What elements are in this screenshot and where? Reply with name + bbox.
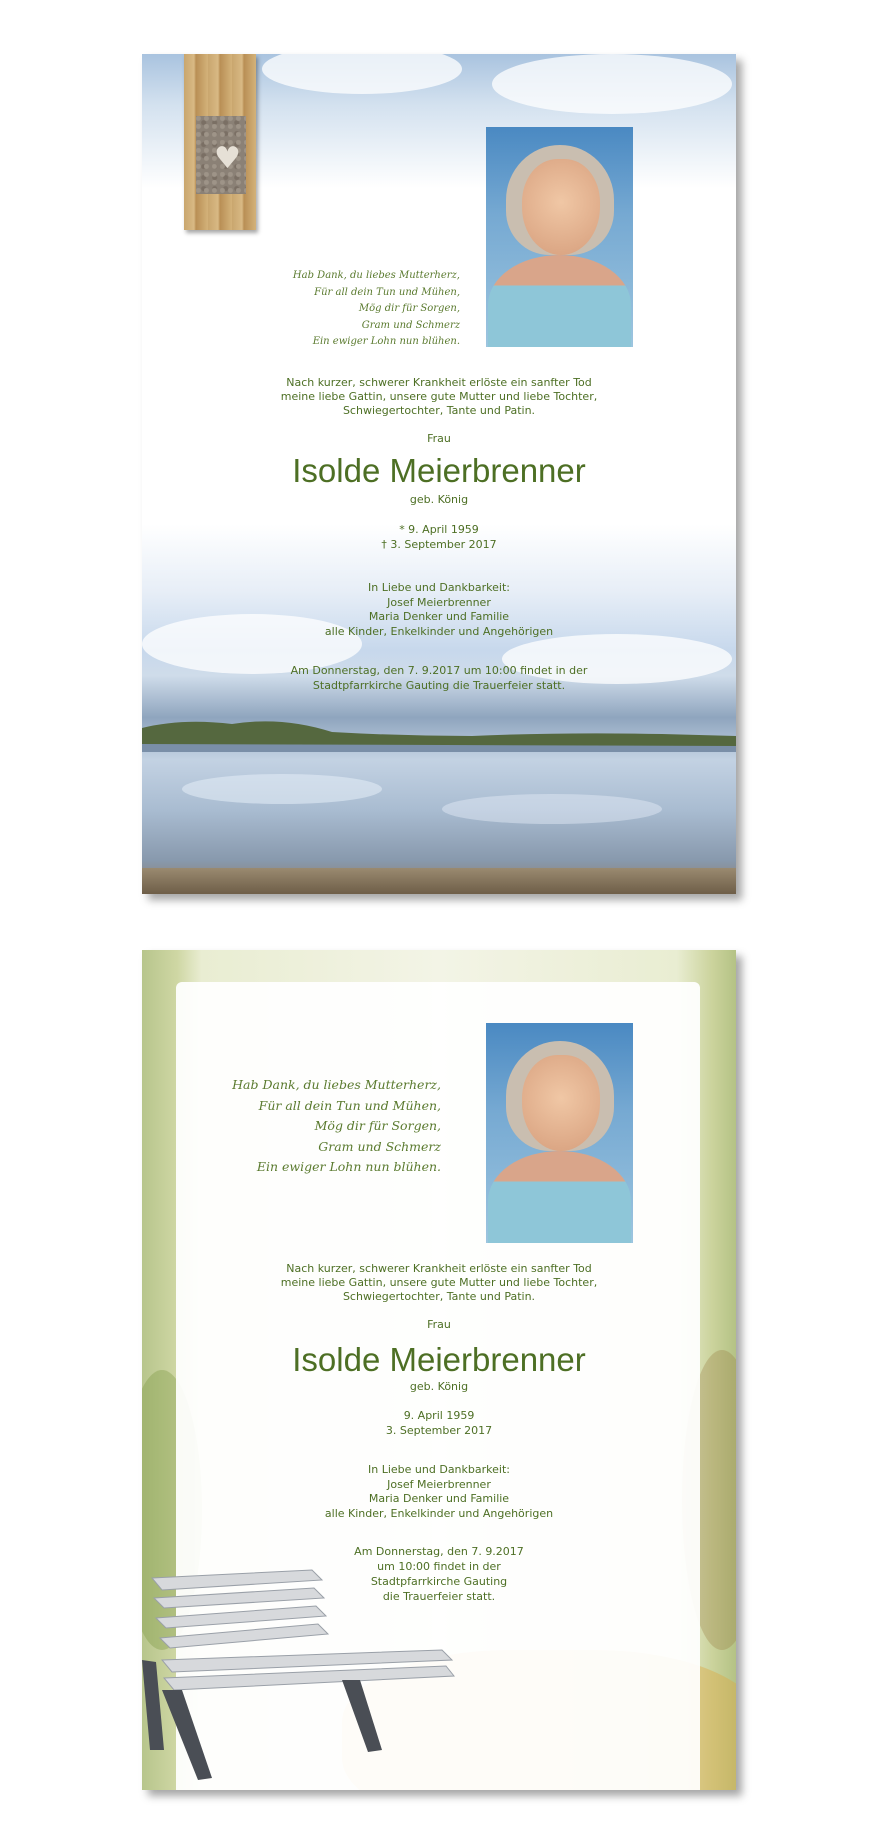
intro-line: Schwiegertochter, Tante und Patin. xyxy=(342,1290,536,1303)
birth-date: * 9. April 1959 xyxy=(399,523,479,536)
death-date: † 3. September 2017 xyxy=(381,538,497,551)
intro-line: meine liebe Gattin, unsere gute Mutter und liebe Tochter, xyxy=(280,390,598,403)
mourners xyxy=(142,581,736,639)
mourner-line: Josef Meierbrenner xyxy=(387,595,491,609)
birth-date: 9. April 1959 xyxy=(403,1409,475,1422)
portrait-photo xyxy=(486,1023,633,1243)
cloud xyxy=(492,54,732,114)
salutation: Frau xyxy=(427,1318,451,1331)
mourner-line: Maria Denker und Familie xyxy=(368,1492,510,1505)
deceased-name: Isolde Meierbrenner xyxy=(292,452,586,489)
service-line: Stadtpfarrkirche Gauting xyxy=(370,1575,508,1588)
maiden-name: geb. König xyxy=(409,493,469,506)
poem-line: Ein ewiger Lohn nun blühen. xyxy=(312,336,460,347)
poem-line: Für all dein Tun und Mühen, xyxy=(258,1097,441,1113)
intro-line: meine liebe Gattin, unsere gute Mutter und liebe Tochter, xyxy=(280,1276,598,1289)
wood-board xyxy=(184,54,256,230)
pebble-picture xyxy=(196,116,246,194)
portrait-photo xyxy=(486,127,633,347)
shore xyxy=(142,868,736,894)
service-info xyxy=(142,1544,736,1604)
intro-text xyxy=(142,1262,736,1304)
poem-line: Hab Dank, du liebes Mutterherz, xyxy=(292,270,460,281)
poem-line: Gram und Schmerz xyxy=(361,319,460,331)
heart-stone-icon: ♥ xyxy=(214,141,241,176)
portrait-shoulders xyxy=(488,255,631,347)
intro-text xyxy=(142,376,736,418)
portrait-shoulders xyxy=(488,1151,631,1243)
portrait-face xyxy=(522,159,600,255)
mourner-line: Maria Denker und Familie xyxy=(368,610,510,623)
reflection xyxy=(442,794,662,824)
maiden-name: geb. König xyxy=(409,1380,469,1393)
obituary-card-bench xyxy=(142,950,736,1790)
mourner-line: Josef Meierbrenner xyxy=(387,1477,491,1491)
service-line: Am Donnerstag, den 7. 9.2017 xyxy=(354,1545,524,1558)
poem-line: Für all dein Tun und Mühen, xyxy=(314,286,460,298)
intro-line: Nach kurzer, schwerer Krankheit erlöste ein sanfter Tod xyxy=(286,376,592,389)
service-line: um 10:00 findet in der xyxy=(377,1560,501,1573)
poem-line: Mög dir für Sorgen, xyxy=(314,1118,441,1133)
intro-line: Nach kurzer, schwerer Krankheit erlöste ein sanfter Tod xyxy=(286,1262,592,1275)
portrait-face xyxy=(522,1055,600,1151)
death-date: 3. September 2017 xyxy=(385,1424,493,1437)
service-line: Am Donnerstag, den 7. 9.2017 um 10:00 findet in der xyxy=(290,664,588,677)
poem-line: Hab Dank, du liebes Mutterherz, xyxy=(232,1077,441,1092)
poem xyxy=(293,268,460,351)
poem-line: Mög dir für Sorgen, xyxy=(358,303,460,314)
reflection xyxy=(182,774,382,804)
mourner-line: alle Kinder, Enkelkinder und Angehörigen xyxy=(324,624,554,638)
service-info xyxy=(142,663,736,693)
service-line: Stadtpfarrkirche Gauting die Trauerfeier statt. xyxy=(312,679,566,692)
mourner-line: alle Kinder, Enkelkinder und Angehörigen xyxy=(324,1506,554,1520)
cloud xyxy=(262,54,462,94)
mourners xyxy=(142,1463,736,1521)
deceased-name: Isolde Meierbrenner xyxy=(292,1341,586,1378)
mourner-line: In Liebe und Dankbarkeit: xyxy=(368,1463,510,1476)
salutation: Frau xyxy=(427,432,451,445)
intro-line: Schwiegertochter, Tante und Patin. xyxy=(342,404,536,417)
mourner-line: In Liebe und Dankbarkeit: xyxy=(368,581,510,594)
poem-line: Ein ewiger Lohn nun blühen. xyxy=(256,1159,441,1174)
poem-line: Gram und Schmerz xyxy=(318,1138,441,1154)
obituary-card-lake xyxy=(142,54,736,894)
service-line: die Trauerfeier statt. xyxy=(382,1590,496,1603)
poem xyxy=(232,1075,441,1178)
lake-hills xyxy=(142,706,736,752)
